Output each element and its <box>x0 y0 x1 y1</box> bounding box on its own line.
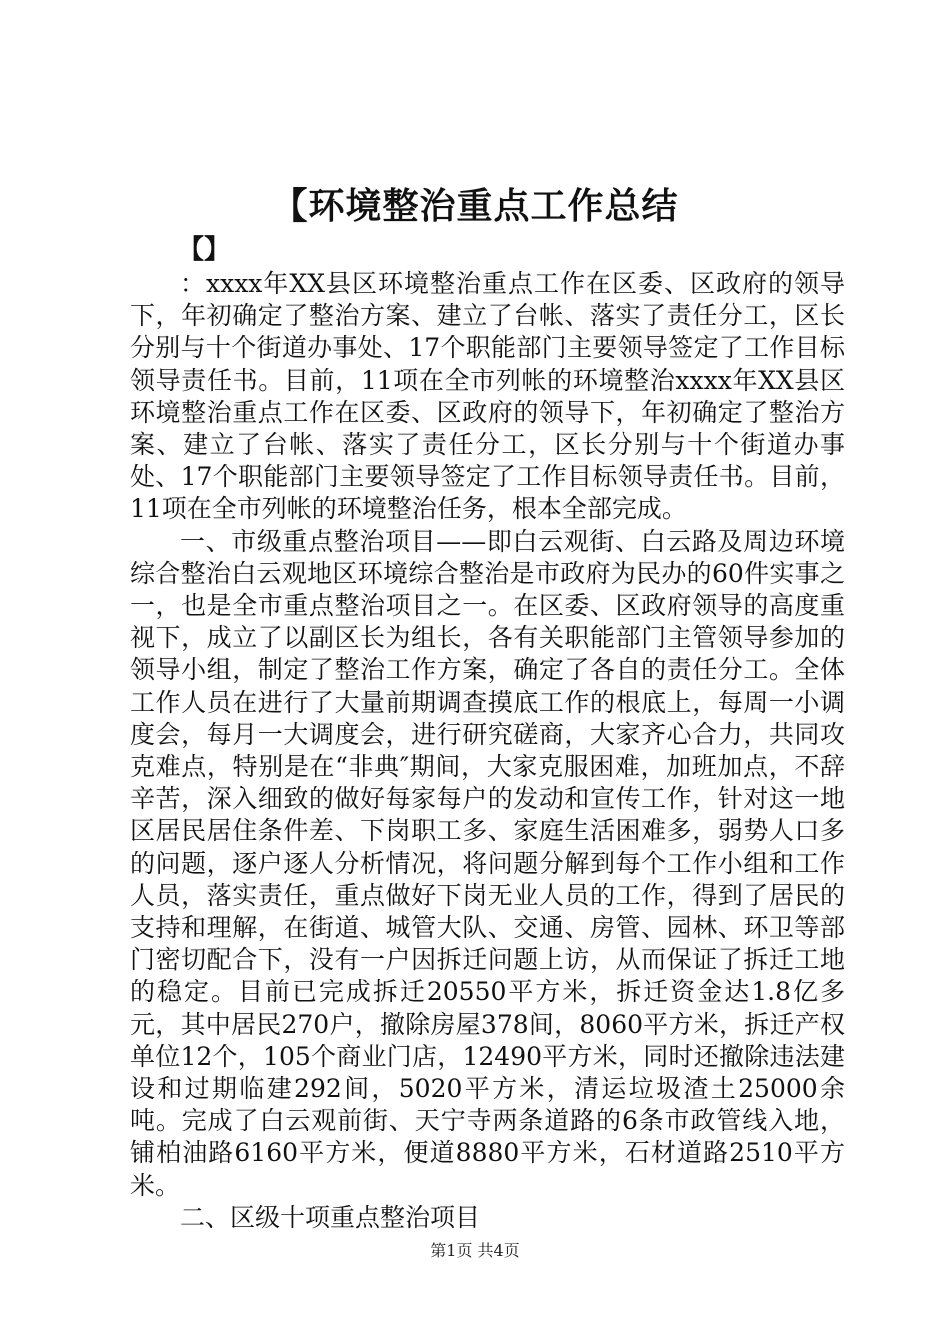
document-body <box>130 268 845 1234</box>
page-footer: 第1页 共4页 <box>430 1241 520 1260</box>
paragraph-section-one: 一、市级重点整治项目——即白云观街、白云路及周边环境综合整治白云观地区环境综合整治是市政府为民办的60件实事之一，也是全市重点整治项目之一。在区委、区政府领导的高度重视下，成立了以副区长为组长，各有关职能部门主管领导参加的领导小组，制定了整治工作方案，确定了各自的责任分工。全体工作人员在进行了大量前期调查摸底工作的根底上，每周一小调度会，每月一大调度会，进行研究磋商，大家齐心合力，共同攻克难点，特别是在“非典″期间，大家克服困难，加班加点，不辞辛苦，深入细致的做好每家每户的发动和宣传工作，针对这一地区居民居住条件差、下岗职工多、家庭生活困难多，弱势人口多的问题，逐户逐人分析情况，将问题分解到每个工作小组和工作人员，落实责任，重点做好下岗无业人员的工作，得到了居民的支持和理解，在街道、城管大队、交通、房管、园林、环卫等部门密切配合下，没有一户因拆迁问题上访，从而保证了拆迁工地的稳定。目前已完成拆迁20550平方米，拆迁资金达1.8亿多元，其中居民270户，撤除房屋378间，8060平方米，拆迁产权单位12个，105个商业门店，12490平方米，同时还撤除违法建设和过期临建292间，5020平方米，清运垃圾渣土25000余吨。完成了白云观前街、天宁寺两条道路的6条市政管线入地，铺柏油路6160平方米，便道8880平方米，石材道路2510平方米。 <box>130 526 845 1200</box>
document-subhead: 【】 <box>178 235 231 265</box>
paragraph-section-two-heading: 二、区级十项重点整治项目 <box>180 1202 481 1232</box>
document-title: 【环境整治重点工作总结 <box>271 186 679 227</box>
paragraph-intro: ：xxxx年XX县区环境整治重点工作在区委、区政府的领导下，年初确定了整治方案、建立了台帐、落实了责任分工，区长分别与十个街道办事处、17个职能部门主要领导签定了工作目标领导责任书。目前，11项在全市列帐的环境整治xxxx年XX县区环境整治重点工作在区委、区政府的领导下，年初确定了整治方案、建立了台帐、落实了责任分工，区长分别与十个街道办事处、17个职能部门主要领导签定了工作目标领导责任书。目前，11项在全市列帐的环境整治任务，根本全部完成。 <box>130 269 845 524</box>
